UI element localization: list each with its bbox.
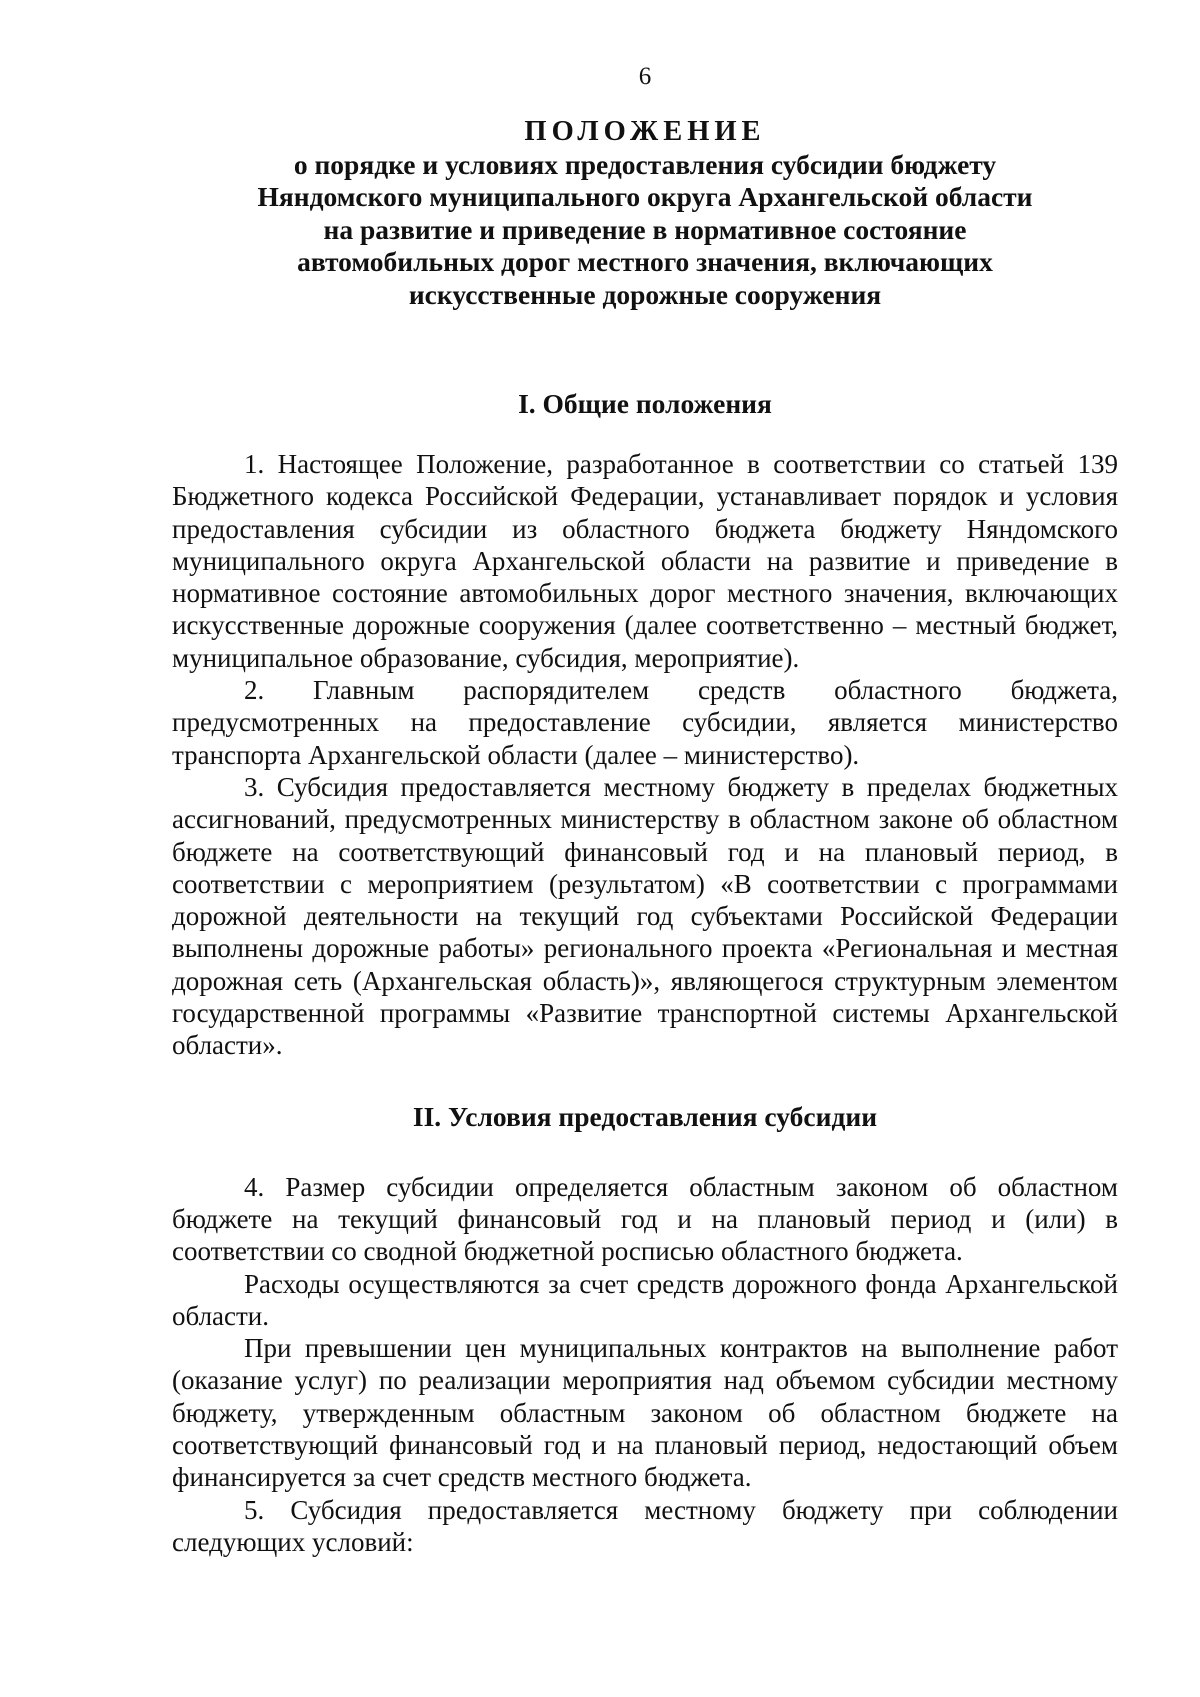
title-line: Няндомского муниципального округа Архангельской области [257, 181, 1033, 212]
title-line: искусственные дорожные сооружения [408, 278, 882, 310]
title-line: автомобильных дорог местного значения, включающих [297, 246, 993, 277]
paragraph-2: 2. Главным распорядителем средств областного бюджета, предусмотренных на предоставление субсидии, является министерство транспорта Архангельской области (далее – министерство). [172, 675, 1118, 770]
section-heading-subsidy-conditions: II. Условия предоставления субсидии [412, 1100, 878, 1132]
page-number: 6 [638, 63, 652, 90]
document-page [172, 62, 1118, 1558]
paragraph-1: 1. Настоящее Положение, разработанное в соответствии со статьей 139 Бюджетного кодекса Российской Федерации, устанавливает порядок и условия предоставления субсидии из областного бюджета бюджету Няндомского муниципального округа Архангельской области на развитие и приведение в нормативное состояние автомобильных дорог местного значения, включающих искусственные дорожные сооружения (далее соответственно – местный бюджет, муниципальное образование, субсидия, мероприятие). [172, 449, 1118, 673]
section-2-body [172, 1171, 1118, 1559]
title-main: ПОЛОЖЕНИЕ [524, 116, 766, 147]
paragraph-3: 3. Субсидия предоставляется местному бюджету в пределах бюджетных ассигнований, предусмотренных министерству в областном законе об областном бюджете на соответствующий финансовый год и на плановый период, в соответствии с мероприятием (результатом) «В соответствии с программами дорожной деятельности на текущий год субъектами Российской Федерации выполнены дорожные работы» регионального проекта «Региональная и местная дорожная сеть (Архангельская область)», являющегося структурным элементом государственной программы «Развитие транспортной системы Архангельской области». [172, 771, 1118, 1061]
section-heading-general-provisions: I. Общие положения [518, 388, 772, 419]
paragraph-4: 4. Размер субсидии определяется областным законом об областном бюджете на текущий финансовый год и на плановый период и (или) в соответствии со сводной бюджетной росписью областного бюджета. [172, 1171, 1118, 1267]
paragraph-expenses: Расходы осуществляются за счет средств дорожного фонда Архангельской области. [172, 1268, 1118, 1331]
title-line: на развитие и приведение в нормативное состояние [323, 213, 967, 245]
section-1-body [172, 448, 1118, 1062]
document-title [172, 116, 1118, 311]
paragraph-5: 5. Субсидия предоставляется местному бюджету при соблюдении следующих условий: [172, 1494, 1118, 1557]
paragraph-price-excess: При превышении цен муниципальных контрактов на выполнение работ (оказание услуг) по реализации мероприятия над объемом субсидии местному бюджету, утвержденным областным законом об областном бюджете на соответствующий финансовый год и на плановый период, недостающий объем финансируется за счет средств местного бюджета. [172, 1333, 1118, 1493]
title-line: о порядке и условиях предоставления субсидии бюджету [293, 148, 997, 180]
